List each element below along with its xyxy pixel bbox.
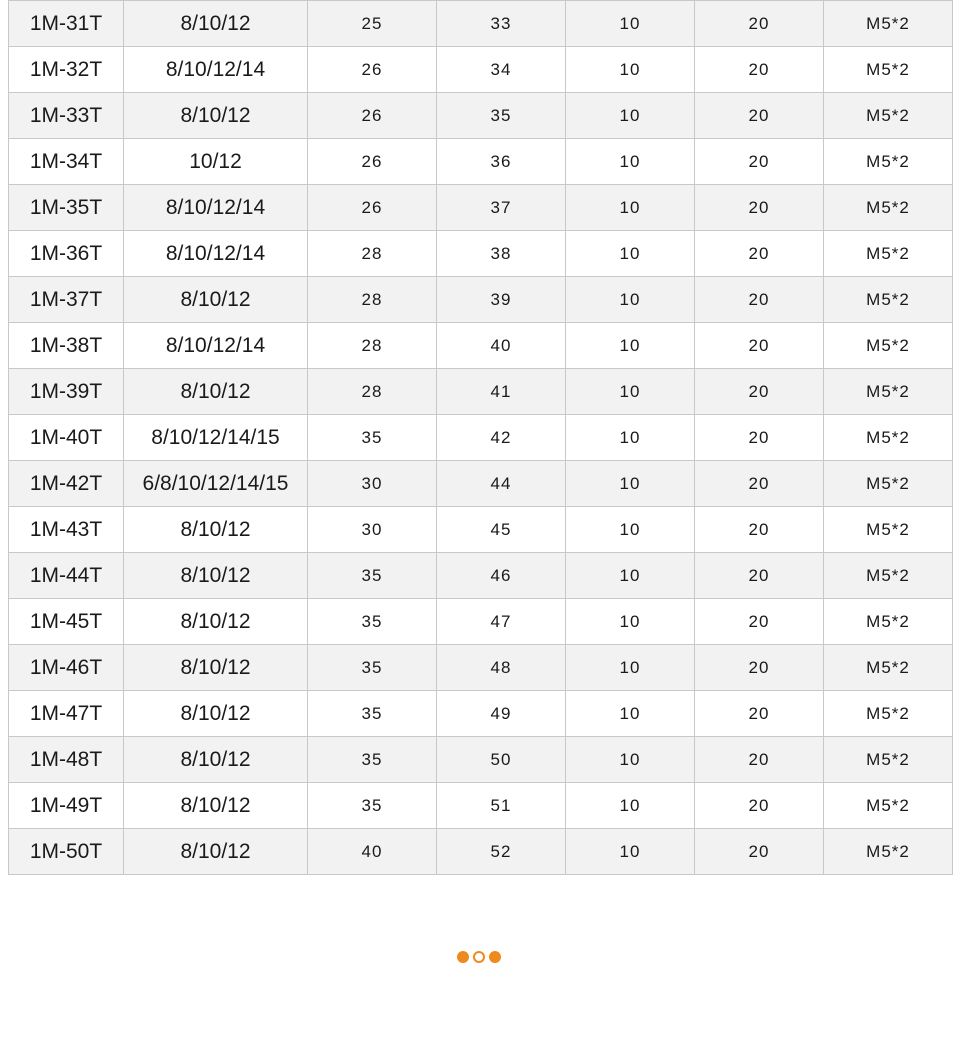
table-row [9,323,953,369]
value-cell-d: 20 [695,1,824,47]
value-cell-c: 10 [566,369,695,415]
bore-cell: 8/10/12 [124,93,308,139]
value-cell-c: 10 [566,231,695,277]
model-cell: 1M-49T [9,783,124,829]
value-cell-c: 10 [566,461,695,507]
value-cell-a: 26 [308,139,437,185]
model-cell: 1M-32T [9,47,124,93]
value-cell-a: 26 [308,47,437,93]
value-cell-d: 20 [695,277,824,323]
screw-cell: M5*2 [824,47,953,93]
value-cell-c: 10 [566,507,695,553]
value-cell-c: 10 [566,691,695,737]
value-cell-a: 35 [308,415,437,461]
value-cell-d: 20 [695,737,824,783]
value-cell-d: 20 [695,93,824,139]
value-cell-d: 20 [695,369,824,415]
value-cell-c: 10 [566,47,695,93]
table-row [9,737,953,783]
model-cell: 1M-35T [9,185,124,231]
model-cell: 1M-40T [9,415,124,461]
model-cell: 1M-34T [9,139,124,185]
screw-cell: M5*2 [824,185,953,231]
value-cell-a: 30 [308,461,437,507]
bore-cell: 10/12 [124,139,308,185]
table-row [9,47,953,93]
value-cell-c: 10 [566,645,695,691]
value-cell-a: 40 [308,829,437,875]
screw-cell: M5*2 [824,93,953,139]
table-row [9,93,953,139]
model-cell: 1M-37T [9,277,124,323]
value-cell-b: 44 [437,461,566,507]
value-cell-a: 35 [308,783,437,829]
value-cell-b: 49 [437,691,566,737]
model-cell: 1M-39T [9,369,124,415]
value-cell-a: 35 [308,645,437,691]
value-cell-d: 20 [695,415,824,461]
value-cell-d: 20 [695,47,824,93]
value-cell-d: 20 [695,323,824,369]
value-cell-b: 37 [437,185,566,231]
bore-cell: 8/10/12 [124,691,308,737]
table-row [9,277,953,323]
bore-cell: 8/10/12/14 [124,231,308,277]
value-cell-a: 35 [308,599,437,645]
bore-cell: 8/10/12/14 [124,185,308,231]
value-cell-a: 35 [308,737,437,783]
value-cell-a: 28 [308,231,437,277]
value-cell-b: 52 [437,829,566,875]
model-cell: 1M-48T [9,737,124,783]
bore-cell: 8/10/12 [124,645,308,691]
value-cell-b: 39 [437,277,566,323]
screw-cell: M5*2 [824,1,953,47]
value-cell-b: 47 [437,599,566,645]
bore-cell: 8/10/12/14/15 [124,415,308,461]
screw-cell: M5*2 [824,645,953,691]
model-cell: 1M-38T [9,323,124,369]
bore-cell: 8/10/12 [124,507,308,553]
value-cell-a: 28 [308,369,437,415]
value-cell-c: 10 [566,737,695,783]
value-cell-a: 28 [308,323,437,369]
bore-cell: 8/10/12 [124,1,308,47]
value-cell-d: 20 [695,553,824,599]
bore-cell: 8/10/12 [124,737,308,783]
model-cell: 1M-44T [9,553,124,599]
value-cell-d: 20 [695,691,824,737]
screw-cell: M5*2 [824,599,953,645]
table-row [9,507,953,553]
bore-cell: 8/10/12/14 [124,323,308,369]
value-cell-d: 20 [695,645,824,691]
screw-cell: M5*2 [824,507,953,553]
table-row [9,829,953,875]
table-row [9,783,953,829]
value-cell-a: 30 [308,507,437,553]
value-cell-b: 48 [437,645,566,691]
screw-cell: M5*2 [824,737,953,783]
table-row [9,645,953,691]
model-cell: 1M-46T [9,645,124,691]
bore-cell: 6/8/10/12/14/15 [124,461,308,507]
pagination-dot-3[interactable] [489,951,501,963]
value-cell-a: 35 [308,553,437,599]
model-cell: 1M-33T [9,93,124,139]
value-cell-b: 33 [437,1,566,47]
pagination-dot-2[interactable] [473,951,485,963]
table-row [9,599,953,645]
value-cell-b: 41 [437,369,566,415]
value-cell-c: 10 [566,93,695,139]
value-cell-a: 26 [308,185,437,231]
value-cell-c: 10 [566,277,695,323]
value-cell-a: 25 [308,1,437,47]
value-cell-c: 10 [566,829,695,875]
screw-cell: M5*2 [824,369,953,415]
bore-cell: 8/10/12 [124,783,308,829]
table-row [9,1,953,47]
model-cell: 1M-45T [9,599,124,645]
bore-cell: 8/10/12/14 [124,47,308,93]
value-cell-b: 38 [437,231,566,277]
bore-cell: 8/10/12 [124,277,308,323]
value-cell-b: 34 [437,47,566,93]
screw-cell: M5*2 [824,415,953,461]
value-cell-b: 35 [437,93,566,139]
value-cell-a: 35 [308,691,437,737]
value-cell-c: 10 [566,599,695,645]
value-cell-b: 51 [437,783,566,829]
value-cell-d: 20 [695,185,824,231]
value-cell-c: 10 [566,783,695,829]
screw-cell: M5*2 [824,277,953,323]
value-cell-c: 10 [566,553,695,599]
table-row [9,691,953,737]
screw-cell: M5*2 [824,553,953,599]
value-cell-b: 50 [437,737,566,783]
value-cell-b: 40 [437,323,566,369]
value-cell-a: 28 [308,277,437,323]
pagination-dots [457,951,501,963]
value-cell-c: 10 [566,1,695,47]
screw-cell: M5*2 [824,461,953,507]
pagination-dot-1[interactable] [457,951,469,963]
value-cell-d: 20 [695,829,824,875]
bore-cell: 8/10/12 [124,369,308,415]
value-cell-b: 42 [437,415,566,461]
bore-cell: 8/10/12 [124,599,308,645]
table-row [9,139,953,185]
table-row [9,553,953,599]
value-cell-d: 20 [695,783,824,829]
value-cell-d: 20 [695,461,824,507]
value-cell-d: 20 [695,139,824,185]
value-cell-c: 10 [566,415,695,461]
table-row [9,461,953,507]
screw-cell: M5*2 [824,139,953,185]
value-cell-c: 10 [566,323,695,369]
value-cell-b: 45 [437,507,566,553]
value-cell-b: 46 [437,553,566,599]
model-cell: 1M-47T [9,691,124,737]
value-cell-d: 20 [695,507,824,553]
model-cell: 1M-31T [9,1,124,47]
table-row [9,231,953,277]
screw-cell: M5*2 [824,829,953,875]
screw-cell: M5*2 [824,783,953,829]
screw-cell: M5*2 [824,691,953,737]
screw-cell: M5*2 [824,323,953,369]
spec-table-body [9,1,953,875]
model-cell: 1M-36T [9,231,124,277]
table-row [9,369,953,415]
bore-cell: 8/10/12 [124,829,308,875]
model-cell: 1M-43T [9,507,124,553]
value-cell-c: 10 [566,139,695,185]
table-row [9,185,953,231]
screw-cell: M5*2 [824,231,953,277]
value-cell-d: 20 [695,599,824,645]
value-cell-c: 10 [566,185,695,231]
model-cell: 1M-50T [9,829,124,875]
value-cell-b: 36 [437,139,566,185]
value-cell-d: 20 [695,231,824,277]
spec-table [8,0,953,875]
bore-cell: 8/10/12 [124,553,308,599]
table-row [9,415,953,461]
model-cell: 1M-42T [9,461,124,507]
value-cell-a: 26 [308,93,437,139]
